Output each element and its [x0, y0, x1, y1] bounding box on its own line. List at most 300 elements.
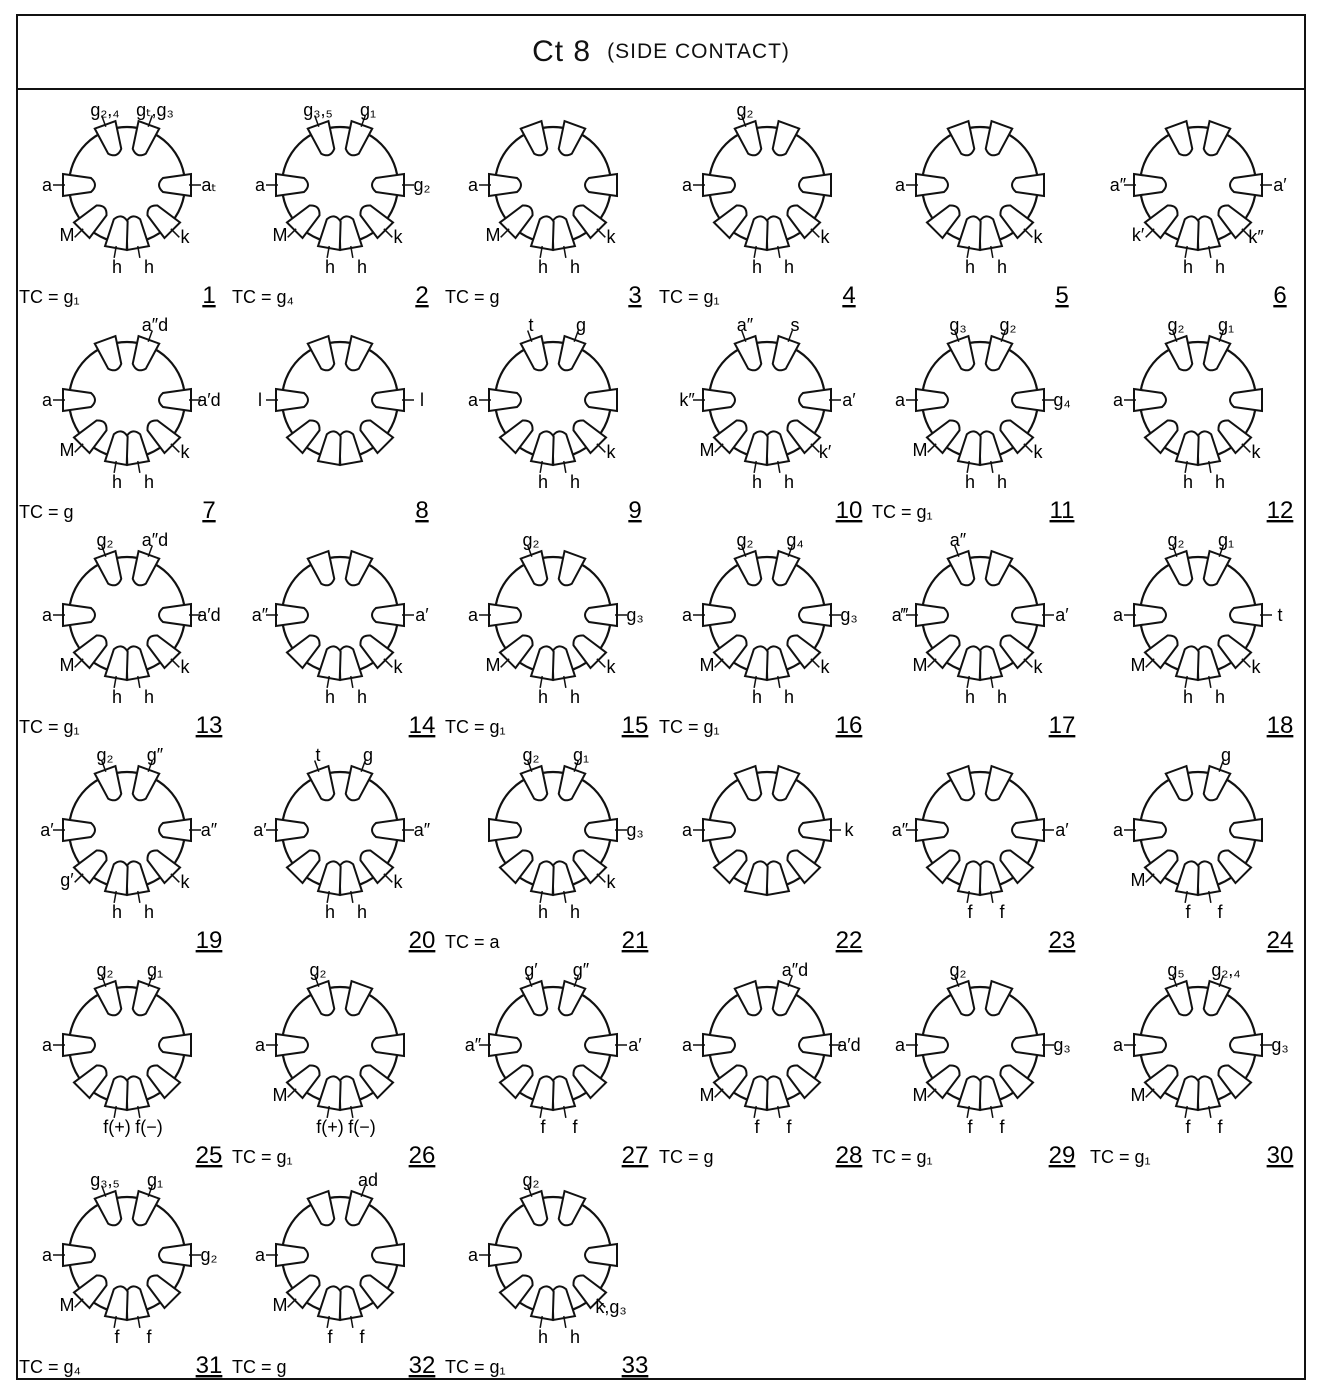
pin-label: h [996, 472, 1008, 492]
pin-8 [500, 1065, 533, 1098]
pin-4 [1230, 819, 1262, 841]
pin-3 [986, 981, 1012, 1015]
pin-6 [126, 646, 149, 680]
pin-8 [500, 420, 533, 453]
pin-7 [1176, 646, 1199, 680]
pin-label: h [1182, 687, 1194, 707]
pin-7 [105, 646, 128, 680]
pin-6 [979, 431, 1002, 465]
pin-label: g₂ [736, 530, 754, 550]
pin-label: a [254, 1035, 266, 1055]
pin-label: k [844, 820, 854, 840]
pin-label: a [41, 175, 53, 195]
pin-3 [133, 981, 159, 1015]
pin-label: g₂ [949, 960, 967, 980]
pin-label: a [41, 605, 53, 625]
pin-label: g₁ [146, 1170, 164, 1190]
pin-6 [979, 861, 1002, 895]
pin-1 [916, 819, 948, 841]
pin-label: l [420, 390, 424, 410]
base-diagram-4 [659, 100, 856, 309]
pin-4 [1012, 819, 1044, 841]
base-diagram-26 [232, 960, 435, 1169]
base-diagram-3 [445, 121, 642, 309]
pin-label: a″ [891, 820, 909, 840]
pin-label: M [59, 225, 75, 245]
pin-label: a [254, 1245, 266, 1265]
pin-5 [360, 1275, 393, 1308]
pin-label: g [1220, 745, 1232, 765]
base-diagram-24 [1113, 745, 1293, 954]
pin-label: k [1033, 227, 1043, 247]
pin-label: k [393, 227, 403, 247]
pin-2 [948, 981, 974, 1015]
pin-label: a″ [736, 315, 754, 335]
pin-7 [105, 216, 128, 250]
pin-label: g₂ [1167, 315, 1185, 335]
pin-label: a′ [253, 820, 267, 840]
pin-5 [573, 1065, 606, 1098]
pin-6 [339, 861, 362, 895]
pin-label: g₂,₄ [1211, 960, 1241, 980]
base-number: 23 [1048, 927, 1076, 954]
pin-6 [1197, 861, 1220, 895]
pin-1 [489, 1244, 521, 1266]
pin-label: h [111, 902, 123, 922]
pin-7 [531, 646, 554, 680]
pin-7 [745, 646, 768, 680]
base-number: 17 [1048, 712, 1076, 739]
pin-leader [1146, 659, 1154, 667]
pin-leader [501, 229, 509, 237]
pin-leader [597, 229, 605, 237]
pin-label: h [324, 687, 336, 707]
pin-label: g₃,₅ [303, 100, 333, 120]
pin-label: h [783, 472, 795, 492]
pin-label: a [894, 390, 906, 410]
pin-label: f(−) [348, 1117, 376, 1137]
pin-1 [276, 174, 308, 196]
pin-7 [958, 1076, 981, 1110]
pin-2 [735, 121, 761, 155]
pin-label: k [820, 657, 830, 677]
pin-4 [1012, 389, 1044, 411]
pin-label: M [1130, 870, 1146, 890]
base-number: 11 [1049, 497, 1075, 524]
pin-4 [1012, 174, 1044, 196]
pin-7 [318, 646, 341, 680]
pin-6 [126, 431, 149, 465]
pin-label: a [41, 390, 53, 410]
pin-4 [799, 1034, 831, 1056]
pin-label: k [180, 227, 190, 247]
pin-leader [597, 874, 605, 882]
pin-4 [585, 1034, 617, 1056]
pin-leader [75, 444, 83, 452]
pin-7 [318, 1076, 341, 1110]
pin-7 [745, 861, 768, 895]
pin-leader [75, 1299, 83, 1307]
pin-4 [372, 1034, 404, 1056]
pin-8 [714, 850, 747, 883]
pin-label: g [362, 745, 374, 765]
pin-leader [811, 229, 819, 237]
tc-label: TC = g₄ [19, 1357, 81, 1377]
pin-leader [1242, 659, 1250, 667]
pin-3 [133, 336, 159, 370]
base-number: 4 [842, 282, 856, 309]
pin-3 [1204, 551, 1230, 585]
base-number: 21 [621, 927, 649, 954]
pin-7 [958, 431, 981, 465]
base-number: 6 [1273, 282, 1287, 309]
pin-label: f(+) [316, 1117, 344, 1137]
pin-label: h [783, 687, 795, 707]
pin-label: h [1182, 257, 1194, 277]
pin-1 [703, 819, 735, 841]
pin-label: M [912, 1085, 928, 1105]
pin-label: M [272, 225, 288, 245]
pin-label: M [912, 655, 928, 675]
pin-label: g₂ [522, 530, 540, 550]
pin-2 [735, 981, 761, 1015]
pin-label: g₅ [1167, 960, 1185, 980]
pin-label: g₁ [359, 100, 377, 120]
pin-2 [308, 766, 334, 800]
pin-label: g₃,₅ [90, 1170, 120, 1190]
base-diagram-23 [892, 766, 1076, 954]
pin-2 [308, 551, 334, 585]
pin-8 [74, 1065, 107, 1098]
pin-6 [1197, 431, 1220, 465]
base-diagram-28 [659, 960, 862, 1169]
tc-label: TC = g₁ [659, 287, 720, 307]
pin-3 [773, 121, 799, 155]
pin-label: k,g₃ [595, 1297, 627, 1317]
pin-leader [384, 229, 392, 237]
pin-1 [489, 174, 521, 196]
pin-2 [95, 121, 121, 155]
pin-leader [1146, 1089, 1154, 1097]
pin-3 [773, 981, 799, 1015]
pin-3 [1204, 981, 1230, 1015]
base-diagram-22 [682, 766, 862, 954]
pin-1 [703, 389, 735, 411]
pin-7 [318, 861, 341, 895]
pin-label: h [783, 257, 795, 277]
pin-label: h [569, 687, 581, 707]
pin-4 [159, 604, 191, 626]
pin-4 [159, 174, 191, 196]
pin-leader [75, 659, 83, 667]
pin-leader [501, 659, 509, 667]
pin-6 [339, 1076, 362, 1110]
pin-label: h [751, 257, 763, 277]
pin-label: g₄ [1053, 390, 1071, 410]
pin-label: g₂ [522, 745, 540, 765]
pin-label: g″ [572, 960, 590, 980]
page-subtitle: (SIDE CONTACT) [607, 40, 790, 63]
pin-7 [958, 216, 981, 250]
pin-2 [948, 551, 974, 585]
pin-label: a [467, 605, 479, 625]
pin-label: k [1251, 442, 1261, 462]
pin-label: M [699, 440, 715, 460]
pin-label: k [606, 872, 616, 892]
pin-label: h [1214, 472, 1226, 492]
pin-7 [105, 1286, 128, 1320]
base-number: 28 [835, 1142, 863, 1169]
pin-3 [559, 766, 585, 800]
pin-label: h [537, 1327, 549, 1347]
pin-7 [105, 861, 128, 895]
pin-leader [928, 1089, 936, 1097]
pin-7 [1176, 216, 1199, 250]
pin-3 [986, 336, 1012, 370]
tc-label: TC = g₁ [659, 717, 720, 737]
base-number: 22 [835, 927, 863, 954]
base-number: 31 [195, 1352, 223, 1379]
pin-8 [287, 420, 320, 453]
tc-label: TC = g₁ [872, 1147, 933, 1167]
base-diagram-25 [42, 960, 222, 1169]
pin-2 [1166, 981, 1192, 1015]
pin-label: a [1112, 820, 1124, 840]
pin-label: g [575, 315, 587, 335]
pin-label: t [1277, 605, 1283, 625]
pin-2 [521, 551, 547, 585]
pin-3 [986, 766, 1012, 800]
pin-label: a′ [1055, 820, 1069, 840]
pin-label: f [572, 1117, 578, 1137]
base-diagram-16 [659, 530, 862, 739]
tc-label: TC = g₄ [232, 287, 294, 307]
pin-label: f [1185, 1117, 1191, 1137]
pin-label: g₃ [1271, 1035, 1289, 1055]
base-number: 5 [1055, 282, 1069, 309]
pin-leader [384, 659, 392, 667]
pin-label: a′ [1055, 605, 1069, 625]
pin-1 [276, 819, 308, 841]
pin-4 [585, 604, 617, 626]
pin-label: a″ [251, 605, 269, 625]
pin-label: a″d [781, 960, 809, 980]
pin-label: k [606, 227, 616, 247]
pin-4 [799, 819, 831, 841]
pin-5 [1000, 850, 1033, 883]
pin-label: s [790, 315, 800, 335]
base-number: 16 [835, 712, 863, 739]
pin-label: h [143, 687, 155, 707]
pin-3 [559, 336, 585, 370]
pin-label: a [467, 390, 479, 410]
pin-label: f [967, 1117, 973, 1137]
pin-3 [346, 551, 372, 585]
pin-8 [287, 635, 320, 668]
pin-7 [745, 431, 768, 465]
pin-label: f [359, 1327, 365, 1347]
pin-6 [979, 646, 1002, 680]
pin-leader [1146, 874, 1154, 882]
pin-6 [126, 861, 149, 895]
pin-1 [703, 1034, 735, 1056]
base-diagram-7 [19, 315, 221, 524]
base-number: 13 [195, 712, 223, 739]
pin-label: g₂ [413, 175, 431, 195]
base-number: 33 [621, 1352, 649, 1379]
pin-label: h [751, 472, 763, 492]
pin-2 [308, 121, 334, 155]
pin-1 [276, 1244, 308, 1266]
pin-label: a′ [842, 390, 856, 410]
pin-7 [531, 861, 554, 895]
pin-1 [1134, 174, 1166, 196]
base-diagram-31 [19, 1170, 222, 1379]
pin-label: k [180, 657, 190, 677]
pin-4 [1230, 389, 1262, 411]
pin-label: M [59, 440, 75, 460]
pin-1 [63, 174, 95, 196]
base-number: 29 [1048, 1142, 1076, 1169]
base-diagram-13 [19, 530, 222, 739]
pin-label: h [1214, 687, 1226, 707]
pin-4 [585, 389, 617, 411]
base-number: 14 [408, 712, 436, 739]
pin-label: g₃ [626, 820, 644, 840]
pin-label: a [894, 175, 906, 195]
pin-6 [1197, 646, 1220, 680]
pin-4 [585, 1244, 617, 1266]
pin-label: h [537, 902, 549, 922]
base-diagram-32 [232, 1170, 435, 1379]
pin-2 [1166, 551, 1192, 585]
pin-1 [1134, 1034, 1166, 1056]
pin-label: k [820, 227, 830, 247]
pin-label: M [272, 1085, 288, 1105]
pin-leader [288, 1299, 296, 1307]
pin-2 [735, 766, 761, 800]
pin-7 [958, 861, 981, 895]
pin-label: f [1217, 1117, 1223, 1137]
pin-label: a [467, 1245, 479, 1265]
pin-label: a [1112, 605, 1124, 625]
pin-leader [1024, 659, 1032, 667]
pin-leader [384, 874, 392, 882]
pin-label: k [393, 657, 403, 677]
pin-1 [276, 1034, 308, 1056]
pin-leader [1024, 229, 1032, 237]
pin-label: h [111, 687, 123, 707]
base-diagram-10 [679, 315, 862, 524]
pin-label: a′d [197, 605, 221, 625]
pin-4 [1230, 1034, 1262, 1056]
pin-2 [95, 336, 121, 370]
pin-label: a″ [1109, 175, 1127, 195]
pin-label: f(+) [103, 1117, 131, 1137]
pin-6 [552, 1286, 575, 1320]
pin-6 [766, 646, 789, 680]
pin-4 [1012, 1034, 1044, 1056]
base-number: 10 [835, 497, 863, 524]
pin-label: k [1033, 657, 1043, 677]
pin-label: a″ [464, 1035, 482, 1055]
pin-label: g₁ [572, 745, 590, 765]
pin-leader [75, 229, 83, 237]
base-diagram-27 [465, 960, 649, 1169]
pin-4 [372, 389, 404, 411]
base-number: 24 [1266, 927, 1294, 954]
pin-6 [339, 1286, 362, 1320]
pin-label: g₁ [1217, 530, 1235, 550]
pin-label: k″ [1248, 227, 1264, 247]
pin-label: f [999, 902, 1005, 922]
base-diagram-6 [1110, 121, 1288, 309]
base-number: 25 [195, 1142, 223, 1169]
base-number: 15 [621, 712, 649, 739]
pin-1 [276, 604, 308, 626]
pin-label: g₂ [96, 530, 114, 550]
pin-label: h [356, 902, 368, 922]
pin-2 [521, 121, 547, 155]
pin-label: f [1185, 902, 1191, 922]
pin-label: f [146, 1327, 152, 1347]
pin-3 [1204, 766, 1230, 800]
pin-8 [500, 850, 533, 883]
base-diagram-9 [468, 315, 642, 524]
pin-4 [1230, 604, 1262, 626]
base-diagram-11 [872, 315, 1074, 524]
pin-8 [500, 1275, 533, 1308]
pin-3 [346, 336, 372, 370]
pin-label: g₂ [736, 100, 754, 120]
pin-leader [171, 444, 179, 452]
pin-6 [126, 216, 149, 250]
pin-7 [105, 1076, 128, 1110]
pin-label: ad [357, 1170, 379, 1190]
pin-7 [1176, 431, 1199, 465]
pin-7 [318, 216, 341, 250]
base-diagram-29 [872, 960, 1075, 1169]
pin-4 [372, 819, 404, 841]
pin-label: h [324, 257, 336, 277]
pin-label: g₂ [200, 1245, 218, 1265]
pin-label: h [569, 1327, 581, 1347]
pin-label: h [1214, 257, 1226, 277]
pin-label: g₂ [96, 745, 114, 765]
base-diagram-20 [253, 745, 435, 954]
pin-label: g₁ [1217, 315, 1235, 335]
pin-4 [799, 604, 831, 626]
pin-leader [1146, 229, 1154, 237]
pin-7 [745, 1076, 768, 1110]
pin-1 [1134, 604, 1166, 626]
tc-label: TC = g [445, 287, 500, 307]
pin-2 [735, 551, 761, 585]
base-number: 1 [202, 282, 216, 309]
pin-label: a″d [141, 530, 169, 550]
pin-5 [147, 1275, 180, 1308]
pin-label: M [699, 655, 715, 675]
pin-label: M [1130, 1085, 1146, 1105]
pin-7 [1176, 1076, 1199, 1110]
pin-8 [714, 205, 747, 238]
pin-8 [927, 205, 960, 238]
pin-label: h [537, 472, 549, 492]
pin-label: f [999, 1117, 1005, 1137]
pin-6 [766, 1076, 789, 1110]
pin-label: a [254, 175, 266, 195]
base-number: 32 [408, 1352, 436, 1379]
